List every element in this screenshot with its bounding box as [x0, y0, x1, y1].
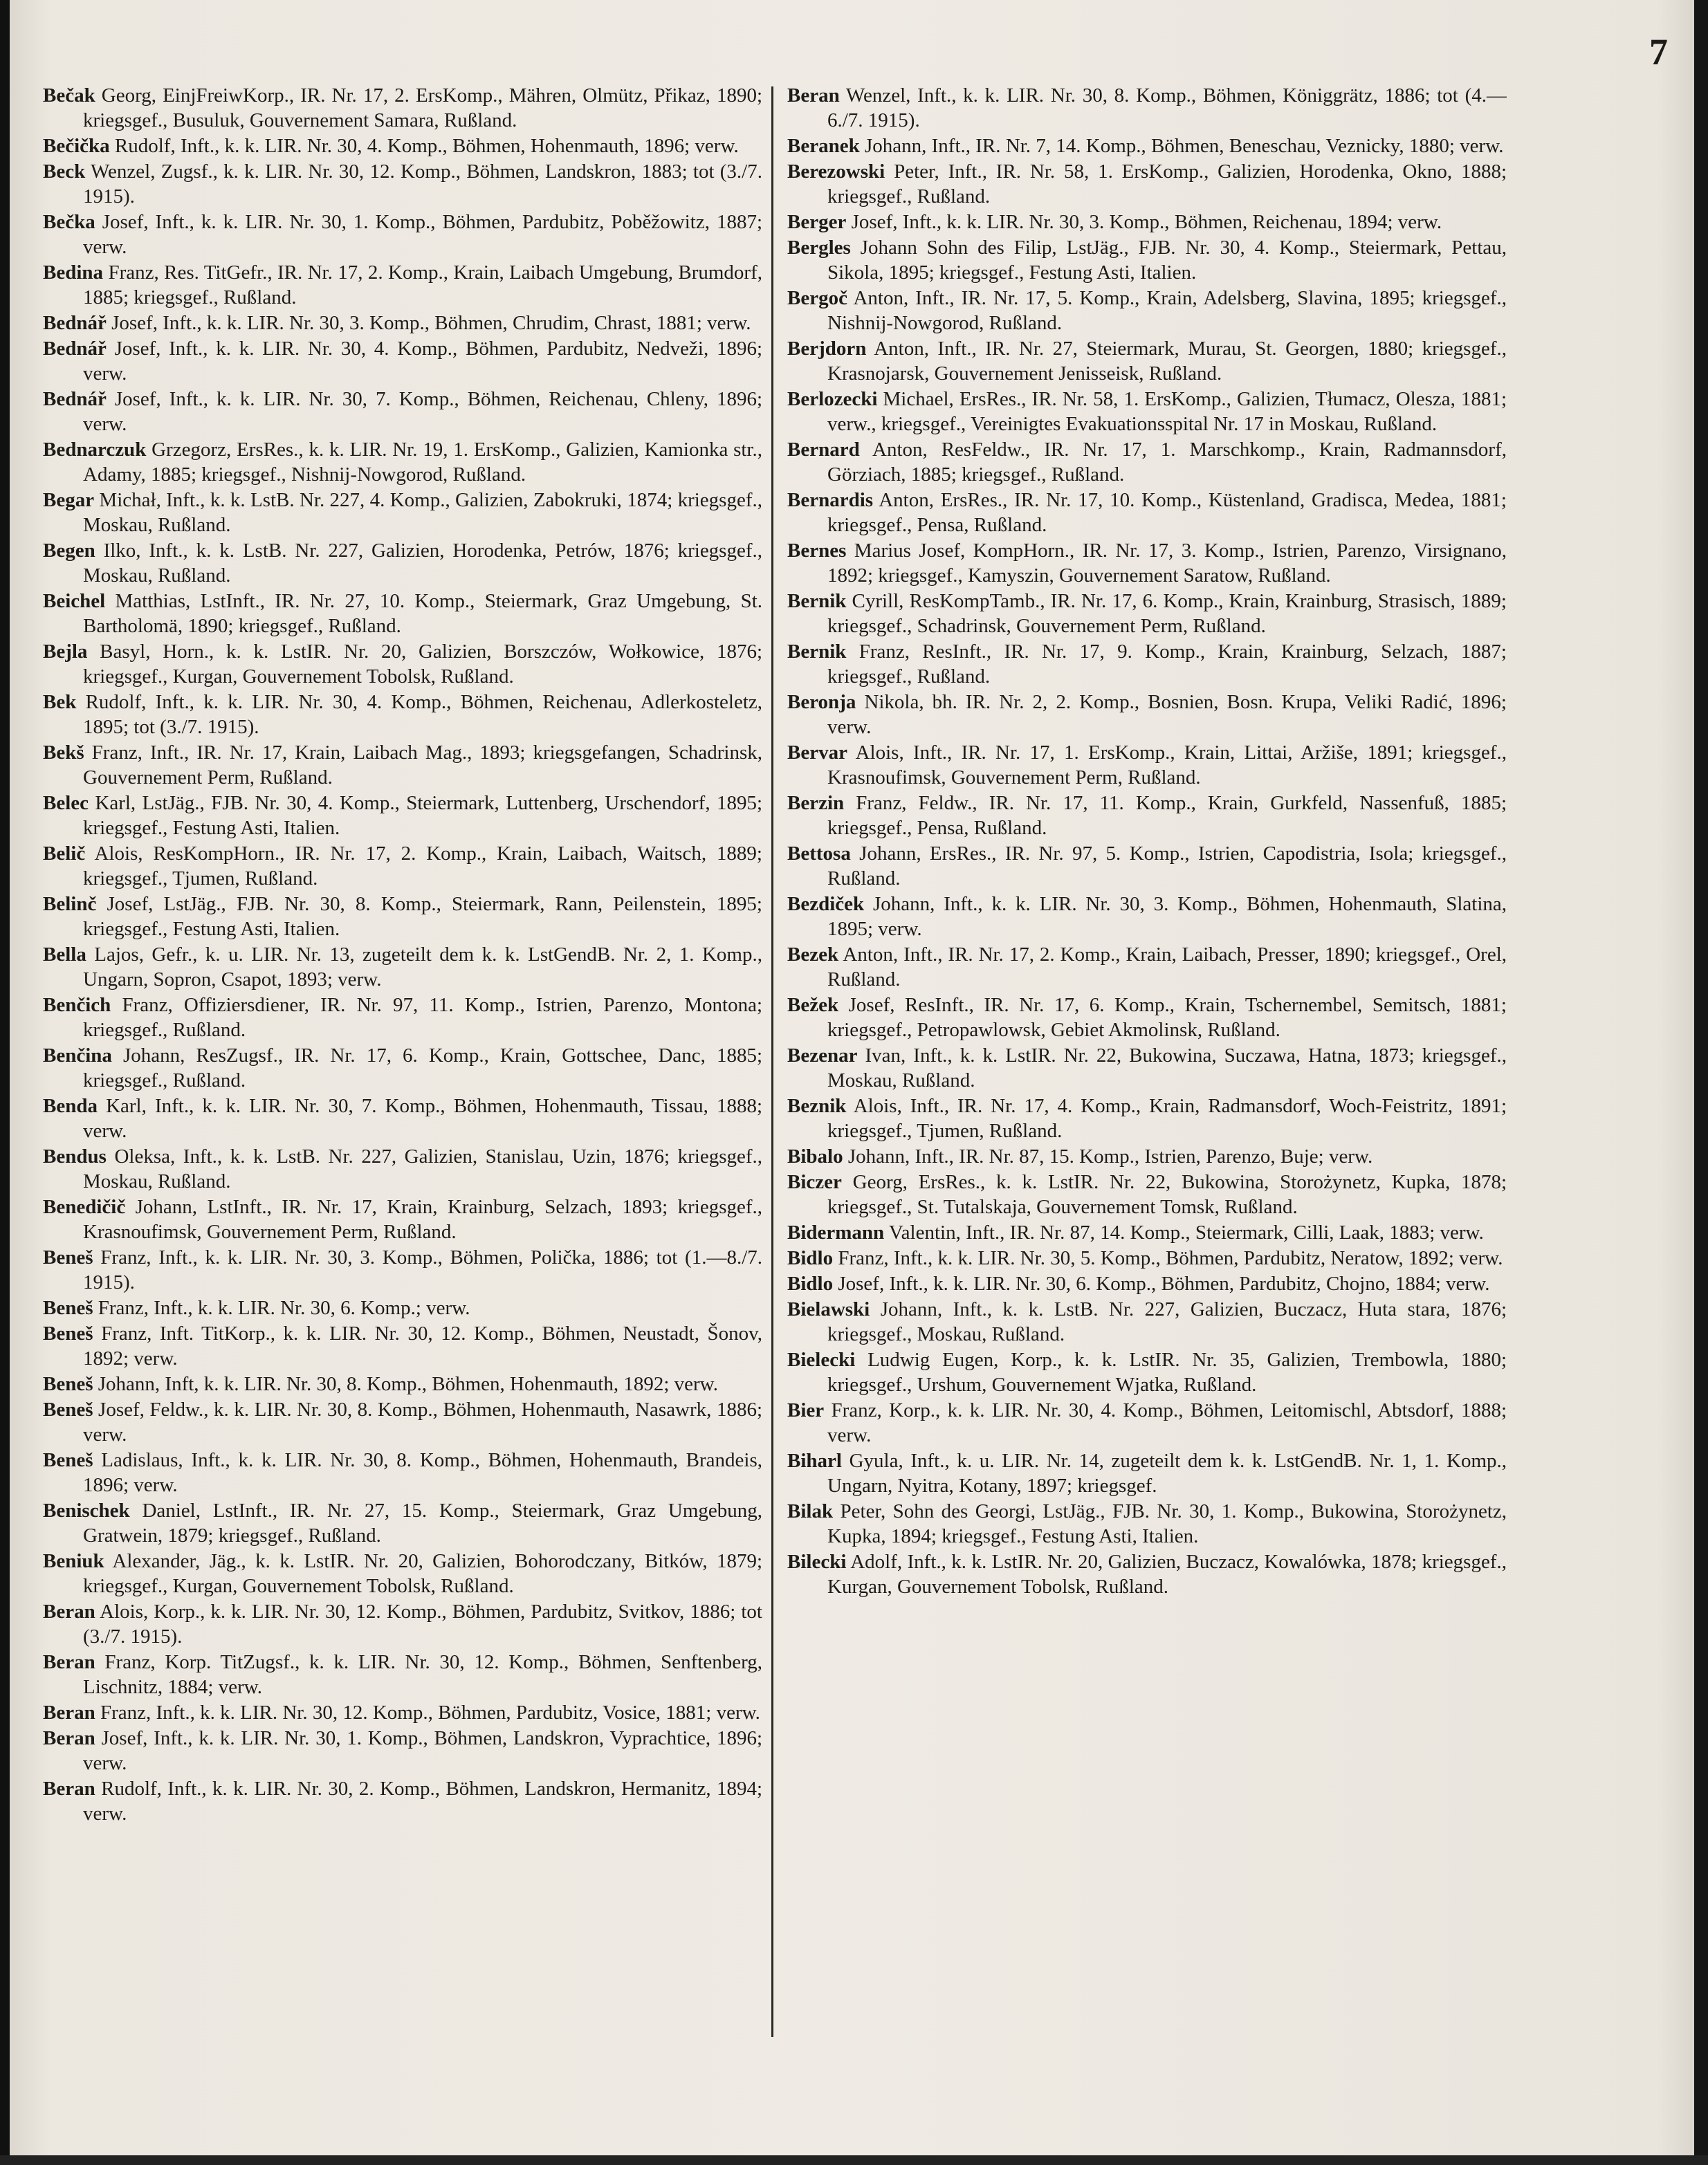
- list-item: [787, 387, 1507, 436]
- list-item: [787, 1499, 1507, 1549]
- entry-surname: Beneš: [43, 1373, 93, 1395]
- entry-surname: Bejla: [43, 641, 88, 663]
- list-item: [787, 1220, 1507, 1245]
- entry-details: Johann, Inft., k. k. LstB. Nr. 227, Galizien, Buczacz, Huta stara, 1876; kriegsgef., Moskau, Rußland.: [827, 1298, 1507, 1345]
- entry-details: Wenzel, Inft., k. k. LIR. Nr. 30, 8. Komp., Böhmen, Königgrätz, 1886; tot (4.—6./7. 1915).: [827, 84, 1507, 131]
- entry-details: Alois, ResKompHorn., IR. Nr. 17, 2. Komp., Krain, Laibach, Waitsch, 1889; kriegsgef., Tjumen, Rußland.: [83, 842, 762, 890]
- list-item: [787, 1246, 1507, 1271]
- entry-surname: Bečka: [43, 211, 95, 233]
- entry-surname: Bednář: [43, 338, 107, 360]
- list-item: [787, 1043, 1507, 1093]
- list-item: [43, 1448, 762, 1498]
- entry-details: Anton, Inft., IR. Nr. 17, 5. Komp., Krain, Adelsberg, Slavina, 1895; kriegsgef., Nishnij-Nowgorod, Rußland.: [827, 287, 1507, 334]
- entry-surname: Bettosa: [787, 842, 851, 865]
- list-item: [43, 1549, 762, 1599]
- entry-surname: Benčich: [43, 994, 111, 1016]
- scan-edge-left: [0, 0, 10, 2165]
- entry-surname: Berezowski: [787, 160, 885, 183]
- entry-surname: Beneš: [43, 1323, 93, 1345]
- list-item: [43, 1700, 762, 1725]
- entry-details: Michał, Inft., k. k. LstB. Nr. 227, 4. Komp., Galizien, Zabokruki, 1874; kriegsgef., Moskau, Rußland.: [83, 489, 762, 536]
- list-item: [787, 159, 1507, 209]
- entry-surname: Benda: [43, 1095, 98, 1117]
- list-item: [43, 589, 762, 638]
- list-item: [43, 1245, 762, 1295]
- entry-surname: Bečak: [43, 84, 95, 107]
- entry-details: Josef, LstJäg., FJB. Nr. 30, 8. Komp., Steiermark, Rann, Peilenstein, 1895; kriegsgef., Festung Asti, Italien.: [83, 893, 762, 940]
- entry-surname: Beichel: [43, 590, 106, 612]
- entry-details: Franz, Inft., IR. Nr. 17, Krain, Laibach Mag., 1893; kriegsgefangen, Schadrinsk, Gouvernement Perm, Rußland.: [83, 741, 762, 789]
- list-item: [43, 538, 762, 588]
- entry-details: Johann, Inft, k. k. LIR. Nr. 30, 8. Komp., Böhmen, Hohenmauth, 1892; verw.: [98, 1373, 718, 1395]
- entry-surname: Bečička: [43, 135, 110, 157]
- entry-details: Johann, Inft., IR. Nr. 7, 14. Komp., Böhmen, Beneschau, Veznicky, 1880; verw.: [864, 135, 1504, 157]
- entry-surname: Beranek: [787, 135, 860, 157]
- entry-surname: Begar: [43, 489, 95, 511]
- list-item: [43, 942, 762, 992]
- entry-details: Karl, Inft., k. k. LIR. Nr. 30, 7. Komp., Böhmen, Hohenmauth, Tissau, 1888; verw.: [83, 1095, 762, 1142]
- list-item: [787, 841, 1507, 891]
- entry-details: Georg, ErsRes., k. k. LstIR. Nr. 22, Bukowina, Storożynetz, Kupka, 1878; kriegsgef., St. Tutalskaja, Gouvernement Tomsk, Rußland.: [827, 1171, 1507, 1218]
- list-item: [43, 387, 762, 436]
- entry-details: Anton, ResFeldw., IR. Nr. 17, 1. Marschkomp., Krain, Radmannsdorf, Görziach, 1885; kriegsgef., Rußland.: [827, 439, 1507, 486]
- entry-details: Oleksa, Inft., k. k. LstB. Nr. 227, Galizien, Stanislau, Uzin, 1876; kriegsgef., Moskau, Rußland.: [83, 1145, 762, 1192]
- list-item: [787, 83, 1507, 133]
- entry-surname: Bernik: [787, 590, 847, 612]
- entry-surname: Bervar: [787, 741, 847, 764]
- entry-surname: Bilak: [787, 1500, 834, 1522]
- list-item: [787, 538, 1507, 588]
- entry-surname: Beneš: [43, 1449, 93, 1471]
- list-item: [43, 993, 762, 1042]
- entry-surname: Beran: [43, 1778, 95, 1800]
- list-item: [43, 1650, 762, 1699]
- list-item: [787, 1297, 1507, 1347]
- list-item: [787, 892, 1507, 941]
- entry-details: Ivan, Inft., k. k. LstIR. Nr. 22, Bukowina, Suczawa, Hatna, 1873; kriegsgef., Moskau, Rußland.: [827, 1044, 1507, 1091]
- entry-surname: Belec: [43, 792, 89, 814]
- entry-details: Marius Josef, KompHorn., IR. Nr. 17, 3. Komp., Istrien, Parenzo, Virsignano, 1892; kriegsgef., Kamyszin, Gouvernement Saratow, Rußland.: [827, 540, 1507, 587]
- entry-surname: Bielawski: [787, 1298, 870, 1320]
- list-item: [43, 83, 762, 133]
- entry-surname: Bendus: [43, 1145, 107, 1168]
- entry-details: Alexander, Jäg., k. k. LstIR. Nr. 20, Galizien, Bohorodczany, Bitków, 1879; kriegsgef., Kurgan, Gouvernement Tobolsk, Rußland.: [83, 1550, 762, 1597]
- entry-surname: Bella: [43, 943, 86, 966]
- entry-surname: Bidermann: [787, 1222, 885, 1244]
- entry-surname: Belinč: [43, 893, 97, 915]
- entry-details: Franz, Korp., k. k. LIR. Nr. 30, 4. Komp., Böhmen, Leitomischl, Abtsdorf, 1888; verw.: [827, 1399, 1507, 1446]
- entry-details: Alois, Inft., IR. Nr. 17, 4. Komp., Krain, Radmansdorf, Woch-Feistritz, 1891; kriegsgef., Tjumen, Rußland.: [827, 1095, 1507, 1142]
- list-item: [787, 791, 1507, 840]
- entry-surname: Bernik: [787, 641, 847, 663]
- entry-details: Johann, ResZugsf., IR. Nr. 17, 6. Komp., Krain, Gottschee, Danc, 1885; kriegsgef., Rußland.: [83, 1044, 762, 1091]
- entry-surname: Bezdiček: [787, 893, 865, 915]
- page-number: 7: [1649, 31, 1668, 73]
- left-column: [43, 83, 762, 2061]
- list-item: [787, 690, 1507, 739]
- entry-surname: Benischek: [43, 1500, 130, 1522]
- entry-surname: Beneš: [43, 1246, 93, 1269]
- entry-surname: Bezek: [787, 943, 839, 966]
- list-item: [787, 639, 1507, 689]
- list-item: [43, 336, 762, 386]
- entry-details: Franz, Inft., k. k. LIR. Nr. 30, 3. Komp., Böhmen, Polička, 1886; tot (1.—8./7. 1915).: [83, 1246, 762, 1293]
- entry-details: Franz, Inft., k. k. LIR. Nr. 30, 6. Komp.; verw.: [98, 1297, 470, 1319]
- entry-surname: Bednář: [43, 388, 107, 410]
- list-item: [787, 437, 1507, 487]
- entry-details: Johann, LstInft., IR. Nr. 17, Krain, Krainburg, Selzach, 1893; kriegsgef., Krasnoufimsk, Gouvernement Perm, Rußland.: [83, 1196, 762, 1243]
- entry-surname: Belič: [43, 842, 86, 865]
- entry-surname: Bežek: [787, 994, 839, 1016]
- entry-surname: Biharl: [787, 1450, 842, 1472]
- entry-details: Franz, Feldw., IR. Nr. 17, 11. Komp., Krain, Gurkfeld, Nassenfuß, 1885; kriegsgef., Pensa, Rußland.: [827, 792, 1507, 839]
- entry-details: Ilko, Inft., k. k. LstB. Nr. 227, Galizien, Horodenka, Petrów, 1876; kriegsgef., Moskau, Rußland.: [83, 540, 762, 587]
- entry-surname: Bergles: [787, 237, 851, 259]
- list-item: [43, 311, 762, 335]
- entry-details: Josef, Feldw., k. k. LIR. Nr. 30, 8. Komp., Böhmen, Hohenmauth, Nasawrk, 1886; verw.: [83, 1399, 762, 1446]
- entry-details: Franz, Inft., k. k. LIR. Nr. 30, 5. Komp., Böhmen, Pardubitz, Neratow, 1892; verw.: [838, 1247, 1503, 1269]
- entry-surname: Beran: [43, 1601, 95, 1623]
- list-item: [787, 993, 1507, 1042]
- list-item: [43, 1195, 762, 1244]
- list-item: [43, 1498, 762, 1548]
- entry-details: Johann Sohn des Filip, LstJäg., FJB. Nr. 30, 4. Komp., Steiermark, Pettau, Sikola, 1895; kriegsgef., Festung Asti, Italien.: [827, 237, 1507, 284]
- column-divider: [771, 86, 773, 2037]
- list-item: [787, 1549, 1507, 1599]
- entry-details: Karl, LstJäg., FJB. Nr. 30, 4. Komp., Steiermark, Luttenberg, Urschendorf, 1895; kriegsgef., Festung Asti, Italien.: [83, 792, 762, 839]
- entry-surname: Beran: [43, 1702, 95, 1724]
- entry-details: Josef, Inft., k. k. LIR. Nr. 30, 4. Komp., Böhmen, Pardubitz, Nedveži, 1896; verw.: [83, 338, 762, 385]
- entry-surname: Benedičič: [43, 1196, 126, 1218]
- entry-surname: Biczer: [787, 1171, 842, 1193]
- list-item: [43, 639, 762, 689]
- entry-surname: Bernes: [787, 540, 847, 562]
- list-item: [43, 791, 762, 840]
- entry-details: Franz, Inft., k. k. LIR. Nr. 30, 12. Komp., Böhmen, Pardubitz, Vosice, 1881; verw.: [100, 1702, 760, 1724]
- list-item: [43, 260, 762, 310]
- list-item: [43, 1296, 762, 1320]
- list-item: [43, 437, 762, 487]
- entry-surname: Bidlo: [787, 1273, 834, 1295]
- entry-details: Georg, EinjFreiwKorp., IR. Nr. 17, 2. ErsKomp., Mähren, Olmütz, Přikaz, 1890; kriegsgef., Busuluk, Gouvernement Samara, Rußland.: [83, 84, 762, 131]
- entry-surname: Bednář: [43, 312, 107, 334]
- entry-surname: Beck: [43, 160, 86, 183]
- entry-details: Basyl, Horn., k. k. LstIR. Nr. 20, Galizien, Borszczów, Wołkowice, 1876; kriegsgef., Kurgan, Gouvernement Tobolsk, Rußland.: [83, 641, 762, 688]
- list-item: [43, 1043, 762, 1093]
- entry-surname: Bednarczuk: [43, 439, 147, 461]
- entry-details: Valentin, Inft., IR. Nr. 87, 14. Komp., Steiermark, Cilli, Laak, 1883; verw.: [888, 1222, 1484, 1244]
- entry-details: Josef, Inft., k. k. LIR. Nr. 30, 3. Komp., Böhmen, Reichenau, 1894; verw.: [851, 211, 1442, 233]
- entry-details: Franz, Offiziersdiener, IR. Nr. 97, 11. Komp., Istrien, Parenzo, Montona; kriegsgef., Rußland.: [83, 994, 762, 1041]
- list-item: [787, 133, 1507, 158]
- scan-edge-right: [1694, 0, 1708, 2165]
- entry-surname: Berger: [787, 211, 847, 233]
- list-item: [787, 1347, 1507, 1397]
- entry-details: Ludwig Eugen, Korp., k. k. LstIR. Nr. 35, Galizien, Trembowla, 1880; kriegsgef., Urshum, Gouvernement Wjatka, Rußland.: [827, 1349, 1507, 1396]
- entry-surname: Bielecki: [787, 1349, 856, 1371]
- list-item: [787, 210, 1507, 234]
- entry-details: Josef, Inft., k. k. LIR. Nr. 30, 1. Komp., Böhmen, Landskron, Vyprachtice, 1896; verw.: [83, 1727, 762, 1774]
- entry-details: Ladislaus, Inft., k. k. LIR. Nr. 30, 8. Komp., Böhmen, Hohenmauth, Brandeis, 1896; verw.: [83, 1449, 762, 1496]
- entry-details: Anton, ErsRes., IR. Nr. 17, 10. Komp., Küstenland, Gradisca, Medea, 1881; kriegsgef., Pensa, Rußland.: [827, 489, 1507, 536]
- entry-details: Josef, Inft., k. k. LIR. Nr. 30, 6. Komp., Böhmen, Pardubitz, Chojno, 1884; verw.: [838, 1273, 1490, 1295]
- entry-surname: Bergoč: [787, 287, 847, 309]
- entry-details: Alois, Inft., IR. Nr. 17, 1. ErsKomp., Krain, Littai, Aržiše, 1891; kriegsgef., Krasnoufimsk, Gouvernement Perm, Rußland.: [827, 741, 1507, 789]
- list-item: [43, 1776, 762, 1826]
- entry-surname: Berlozecki: [787, 388, 878, 410]
- entry-details: Wenzel, Zugsf., k. k. LIR. Nr. 30, 12. Komp., Böhmen, Landskron, 1883; tot (3./7. 1915).: [83, 160, 762, 208]
- entry-details: Daniel, LstInft., IR. Nr. 27, 15. Komp., Steiermark, Graz Umgebung, Gratwein, 1879; kriegsgef., Rußland.: [83, 1500, 762, 1547]
- list-item: [787, 235, 1507, 285]
- entry-surname: Bernardis: [787, 489, 874, 511]
- list-item: [43, 1599, 762, 1649]
- list-item: [787, 740, 1507, 790]
- list-item: [43, 892, 762, 941]
- list-item: [43, 740, 762, 790]
- entry-surname: Beronja: [787, 691, 856, 713]
- entry-surname: Beran: [43, 1727, 95, 1749]
- entry-surname: Bezenar: [787, 1044, 858, 1067]
- entry-details: Franz, Korp. TitZugsf., k. k. LIR. Nr. 30, 12. Komp., Böhmen, Senftenberg, Lischnitz, 1884; verw.: [83, 1651, 762, 1698]
- list-item: [787, 1094, 1507, 1143]
- entry-surname: Bedina: [43, 261, 104, 284]
- list-item: [787, 1398, 1507, 1448]
- entry-surname: Bier: [787, 1399, 825, 1421]
- entry-surname: Bernard: [787, 439, 860, 461]
- entry-details: Rudolf, Inft., k. k. LIR. Nr. 30, 4. Komp., Böhmen, Hohenmauth, 1896; verw.: [114, 135, 739, 157]
- entry-details: Adolf, Inft., k. k. LstIR. Nr. 20, Galizien, Buczacz, Kowalówka, 1878; kriegsgef., Kurgan, Gouvernement Tobolsk, Rußland.: [827, 1551, 1507, 1598]
- entry-surname: Beneš: [43, 1399, 93, 1421]
- entry-details: Matthias, LstInft., IR. Nr. 27, 10. Komp., Steiermark, Graz Umgebung, St. Bartholomä, 1890; kriegsgef., Rußland.: [83, 590, 762, 637]
- list-item: [43, 210, 762, 259]
- entry-surname: Beniuk: [43, 1550, 104, 1572]
- entry-surname: Berzin: [787, 792, 845, 814]
- entry-surname: Bidlo: [787, 1247, 834, 1269]
- entry-details: Peter, Sohn des Georgi, LstJäg., FJB. Nr. 30, 1. Komp., Bukowina, Storożynetz, Kupka, 1894; kriegsgef., Festung Asti, Italien.: [827, 1500, 1507, 1547]
- entry-details: Josef, Inft., k. k. LIR. Nr. 30, 7. Komp., Böhmen, Reichenau, Chleny, 1896; verw.: [83, 388, 762, 435]
- entry-surname: Beneš: [43, 1297, 93, 1319]
- entry-details: Nikola, bh. IR. Nr. 2, 2. Komp., Bosnien, Bosn. Krupa, Veliki Radić, 1896; verw.: [827, 691, 1507, 738]
- entry-details: Alois, Korp., k. k. LIR. Nr. 30, 12. Komp., Böhmen, Pardubitz, Svitkov, 1886; tot (3./7. 1915).: [83, 1601, 762, 1648]
- entry-details: Lajos, Gefr., k. u. LIR. Nr. 13, zugeteilt dem k. k. LstGendB. Nr. 2, 1. Komp., Ungarn, Sopron, Csapot, 1893; verw.: [83, 943, 762, 991]
- list-item: [787, 1271, 1507, 1296]
- scan-edge-bottom: [0, 2155, 1708, 2165]
- right-column: [787, 83, 1507, 2061]
- entry-surname: Bilecki: [787, 1551, 847, 1573]
- list-item: [787, 1448, 1507, 1498]
- entry-details: Johann, ErsRes., IR. Nr. 97, 5. Komp., Istrien, Capodistria, Isola; kriegsgef., Rußland.: [827, 842, 1507, 890]
- entry-surname: Beran: [43, 1651, 95, 1673]
- entry-details: Rudolf, Inft., k. k. LIR. Nr. 30, 4. Komp., Böhmen, Reichenau, Adlerkosteletz, 1895; tot (3./7. 1915).: [83, 691, 762, 738]
- list-item: [43, 488, 762, 537]
- entry-details: Rudolf, Inft., k. k. LIR. Nr. 30, 2. Komp., Böhmen, Landskron, Hermanitz, 1894; verw.: [83, 1778, 762, 1825]
- entry-details: Franz, Inft. TitKorp., k. k. LIR. Nr. 30, 12. Komp., Böhmen, Neustadt, Šonov, 1892; verw.: [83, 1323, 762, 1370]
- entry-details: Grzegorz, ErsRes., k. k. LIR. Nr. 19, 1. ErsKomp., Galizien, Kamionka str., Adamy, 1885; kriegsgef., Nishnij-Nowgorod, Rußland.: [83, 439, 762, 486]
- entry-details: Johann, Inft., k. k. LIR. Nr. 30, 3. Komp., Böhmen, Hohenmauth, Slatina, 1895; verw.: [827, 893, 1507, 940]
- list-item: [787, 589, 1507, 638]
- list-item: [787, 488, 1507, 537]
- entry-details: Josef, Inft., k. k. LIR. Nr. 30, 1. Komp., Böhmen, Pardubitz, Poběžowitz, 1887; verw.: [83, 211, 762, 258]
- entry-details: Josef, ResInft., IR. Nr. 17, 6. Komp., Krain, Tschernembel, Semitsch, 1881; kriegsgef., Petropawlowsk, Gebiet Akmolinsk, Rußland.: [827, 994, 1507, 1041]
- entry-details: Peter, Inft., IR. Nr. 58, 1. ErsKomp., Galizien, Horodenka, Okno, 1888; kriegsgef., Rußland.: [827, 160, 1507, 208]
- list-item: [787, 286, 1507, 335]
- entry-surname: Beran: [787, 84, 840, 107]
- list-item: [43, 159, 762, 209]
- list-item: [787, 1144, 1507, 1169]
- list-item: [43, 1094, 762, 1143]
- entry-surname: Bekš: [43, 741, 84, 764]
- entry-details: Franz, Res. TitGefr., IR. Nr. 17, 2. Komp., Krain, Laibach Umgebung, Brumdorf, 1885; kriegsgef., Rußland.: [83, 261, 762, 308]
- entry-surname: Benčina: [43, 1044, 112, 1067]
- list-item: [43, 133, 762, 158]
- list-item: [43, 1372, 762, 1397]
- list-item: [43, 1726, 762, 1776]
- entry-surname: Begen: [43, 540, 95, 562]
- list-item: [787, 336, 1507, 386]
- list-item: [43, 1321, 762, 1371]
- entry-surname: Berjdorn: [787, 338, 867, 360]
- entry-details: Michael, ErsRes., IR. Nr. 58, 1. ErsKomp., Galizien, Tłumacz, Olesza, 1881; verw., kriegsgef., Vereinigtes Evakuationsspital Nr. 17 in Moskau, Rußland.: [827, 388, 1507, 435]
- list-item: [787, 1170, 1507, 1219]
- entry-details: Johann, Inft., IR. Nr. 87, 15. Komp., Istrien, Parenzo, Buje; verw.: [847, 1145, 1373, 1168]
- list-item: [43, 690, 762, 739]
- list-item: [43, 1144, 762, 1194]
- entry-details: Josef, Inft., k. k. LIR. Nr. 30, 3. Komp., Böhmen, Chrudim, Chrast, 1881; verw.: [111, 312, 751, 334]
- entry-details: Anton, Inft., IR. Nr. 27, Steiermark, Murau, St. Georgen, 1880; kriegsgef., Krasnojarsk, Gouvernement Jenisseisk, Rußland.: [827, 338, 1507, 385]
- entry-details: Cyrill, ResKompTamb., IR. Nr. 17, 6. Komp., Krain, Krainburg, Strasisch, 1889; kriegsgef., Schadrinsk, Gouvernement Perm, Rußland.: [827, 590, 1507, 637]
- entry-details: Franz, ResInft., IR. Nr. 17, 9. Komp., Krain, Krainburg, Selzach, 1887; kriegsgef., Rußland.: [827, 641, 1507, 688]
- entry-details: Gyula, Inft., k. u. LIR. Nr. 14, zugeteilt dem k. k. LstGendB. Nr. 1, 1. Komp., Ungarn, Nyitra, Kotany, 1897; kriegsgef.: [827, 1450, 1507, 1497]
- list-item: [43, 841, 762, 891]
- entry-surname: Bek: [43, 691, 77, 713]
- entry-surname: Bibalo: [787, 1145, 843, 1168]
- list-item: [787, 942, 1507, 992]
- entry-surname: Beznik: [787, 1095, 847, 1117]
- entry-details: Anton, Inft., IR. Nr. 17, 2. Komp., Krain, Laibach, Presser, 1890; kriegsgef., Orel, Rußland.: [827, 943, 1507, 991]
- list-item: [43, 1397, 762, 1447]
